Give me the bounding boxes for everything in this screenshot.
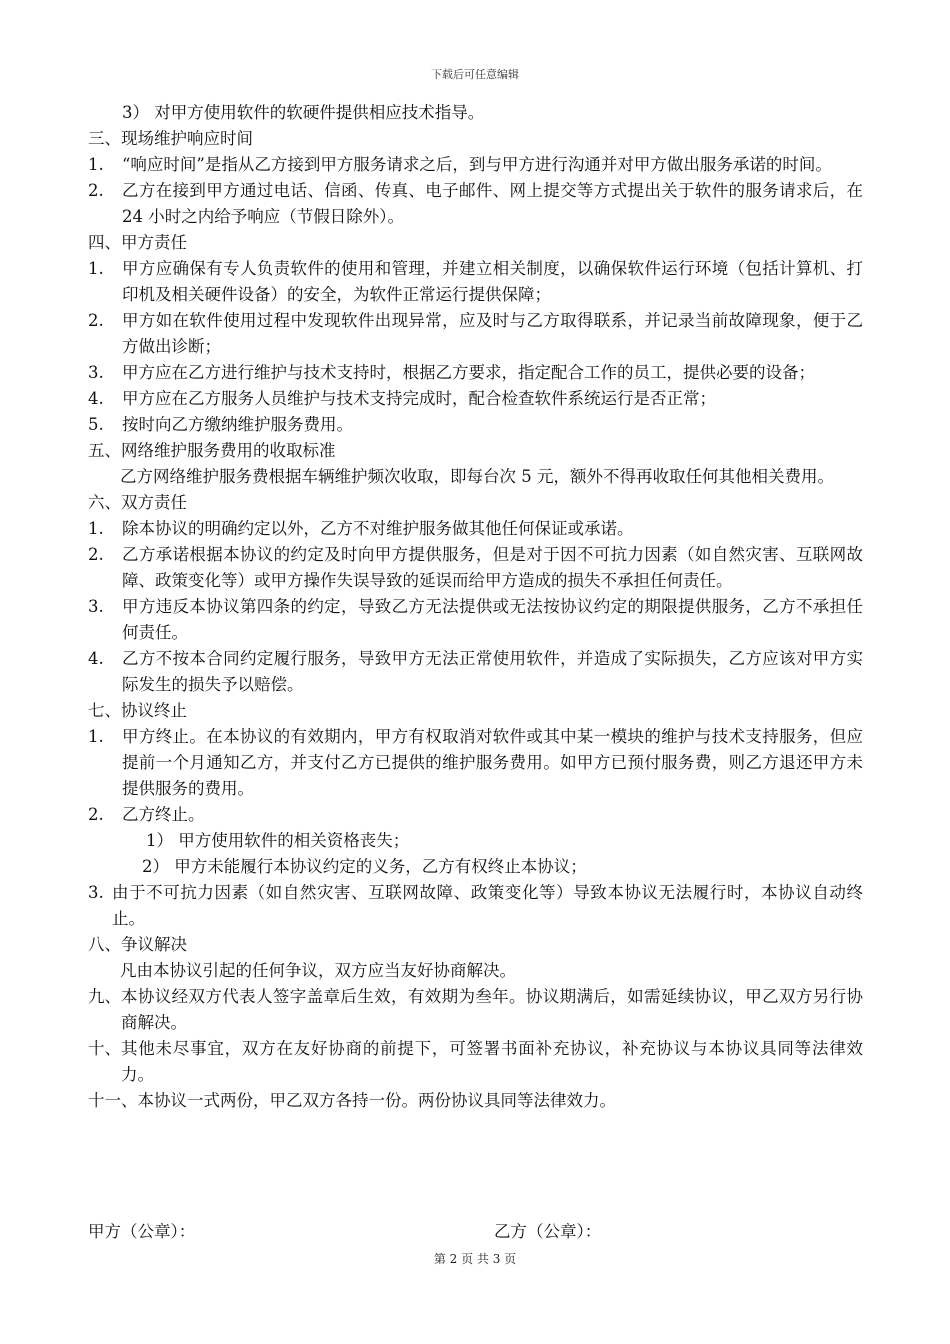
item-number: 4. bbox=[88, 649, 104, 668]
item-number: 2. bbox=[88, 311, 104, 330]
list-item bbox=[88, 724, 863, 802]
list-item bbox=[88, 516, 863, 542]
list-item bbox=[88, 412, 863, 438]
list-item bbox=[88, 386, 863, 412]
page-number: 第 2 页 共 3 页 bbox=[433, 1252, 517, 1266]
list-item bbox=[88, 594, 863, 646]
section-heading: 三、现场维护响应时间 bbox=[88, 129, 253, 148]
list-item bbox=[88, 178, 863, 230]
clause-number: 十、 bbox=[88, 1039, 121, 1058]
clause-text: 本协议经双方代表人签字盖章后生效，有效期为叁年。协议期满后，如需延续协议，甲乙双方另行协商解决。 bbox=[121, 987, 863, 1032]
clause bbox=[88, 984, 863, 1036]
item-number: 5. bbox=[88, 415, 104, 434]
item-text: 甲方如在软件使用过程中发现软件出现异常，应及时与乙方取得联系，并记录当前故障现象，便于乙方做出诊断； bbox=[122, 311, 863, 356]
header-note: 下载后可任意编辑 bbox=[431, 68, 519, 81]
contract-body bbox=[88, 100, 863, 1114]
clause-text: 其他未尽事宜，双方在友好协商的前提下，可签署书面补充协议，补充协议与本协议具同等法律效力。 bbox=[121, 1039, 863, 1084]
section-heading: 六、双方责任 bbox=[88, 493, 187, 512]
clause bbox=[88, 1036, 863, 1088]
list-item bbox=[88, 256, 863, 308]
list-item bbox=[88, 360, 863, 386]
item-text: 由于不可抗力因素（如自然灾害、互联网故障、政策变化等）导致本协议无法履行时，本协议自动终止。 bbox=[112, 883, 863, 928]
paragraph: 凡由本协议引起的任何争议，双方应当友好协商解决。 bbox=[120, 961, 516, 980]
item-text: 乙方终止。 bbox=[122, 805, 205, 824]
item-number: 4. bbox=[88, 389, 104, 408]
item-number: 1. bbox=[88, 155, 104, 174]
item-text: 乙方在接到甲方通过电话、信函、传真、电子邮件、网上提交等方式提出关于软件的服务请求后，在 24 小时之内给予响应（节假日除外）。 bbox=[122, 181, 863, 226]
clause: 十一、本协议一式两份，甲乙双方各持一份。两份协议具同等法律效力。 bbox=[88, 1091, 616, 1110]
item-text: 按时向乙方缴纳维护服务费用。 bbox=[122, 415, 353, 434]
list-item bbox=[88, 880, 863, 932]
list-item bbox=[88, 308, 863, 360]
item-text: 甲方应在乙方进行维护与技术支持时，根据乙方要求，指定配合工作的员工，提供必要的设备； bbox=[122, 363, 815, 382]
section-heading: 四、甲方责任 bbox=[88, 233, 187, 252]
item-text: 除本协议的明确约定以外，乙方不对维护服务做其他任何保证或承诺。 bbox=[122, 519, 634, 538]
section-heading: 七、协议终止 bbox=[88, 701, 187, 720]
list-item bbox=[88, 646, 863, 698]
item-number: 1. bbox=[88, 727, 104, 746]
item-text: 乙方不按本合同约定履行服务，导致甲方无法正常使用软件，并造成了实际损失，乙方应该对甲方实际发生的损失予以赔偿。 bbox=[122, 649, 863, 694]
list-item bbox=[88, 152, 863, 178]
sub-list-item: 1） 甲方使用软件的相关资格丧失； bbox=[146, 831, 410, 850]
sub-list-item: 2） 甲方未能履行本协议约定的义务，乙方有权终止本协议； bbox=[142, 857, 587, 876]
item-number: 1. bbox=[88, 259, 104, 278]
item-text: 甲方应在乙方服务人员维护与技术支持完成时，配合检查软件系统运行是否正常； bbox=[122, 389, 716, 408]
item-number: 3. bbox=[88, 363, 104, 382]
list-item bbox=[88, 542, 863, 594]
party-b-seal-label: 乙方（公章）： bbox=[494, 1222, 602, 1241]
item-text: “响应时间”是指从乙方接到甲方服务请求之后，到与甲方进行沟通并对甲方做出服务承诺的时间。 bbox=[122, 155, 832, 174]
item-number: 3. bbox=[88, 883, 104, 902]
item-number: 2. bbox=[88, 181, 104, 200]
paragraph: 3） 对甲方使用软件的软硬件提供相应技术指导。 bbox=[122, 103, 485, 122]
item-number: 2. bbox=[88, 805, 104, 824]
item-text: 甲方终止。在本协议的有效期内，甲方有权取消对软件或其中某一模块的维护与技术支持服务，但应提前一个月通知乙方，并支付乙方已提供的维护服务费用。如甲方已预付服务费，则乙方退还甲方未提供服务的费用。 bbox=[122, 727, 863, 798]
list-item bbox=[88, 802, 863, 828]
item-number: 2. bbox=[88, 545, 104, 564]
party-a-seal-label: 甲方（公章）： bbox=[88, 1222, 196, 1241]
item-text: 甲方违反本协议第四条的约定，导致乙方无法提供或无法按协议约定的期限提供服务，乙方不承担任何责任。 bbox=[122, 597, 863, 642]
item-text: 甲方应确保有专人负责软件的使用和管理，并建立相关制度，以确保软件运行环境（包括计算机、打印机及相关硬件设备）的安全，为软件正常运行提供保障； bbox=[122, 259, 863, 304]
item-number: 1. bbox=[88, 519, 104, 538]
signature-block bbox=[88, 1218, 863, 1244]
section-heading: 五、网络维护服务费用的收取标准 bbox=[88, 441, 336, 460]
item-text: 乙方承诺根据本协议的约定及时向甲方提供服务，但是对于因不可抗力因素（如自然灾害、互联网故障、政策变化等）或甲方操作失误导致的延误而给甲方造成的损失不承担任何责任。 bbox=[122, 545, 863, 590]
section-heading: 八、争议解决 bbox=[88, 935, 187, 954]
clause-number: 九、 bbox=[88, 987, 121, 1006]
item-number: 3. bbox=[88, 597, 104, 616]
paragraph: 乙方网络维护服务费根据车辆维护频次收取，即每台次 5 元，额外不得再收取任何其他相关费用。 bbox=[120, 467, 834, 486]
